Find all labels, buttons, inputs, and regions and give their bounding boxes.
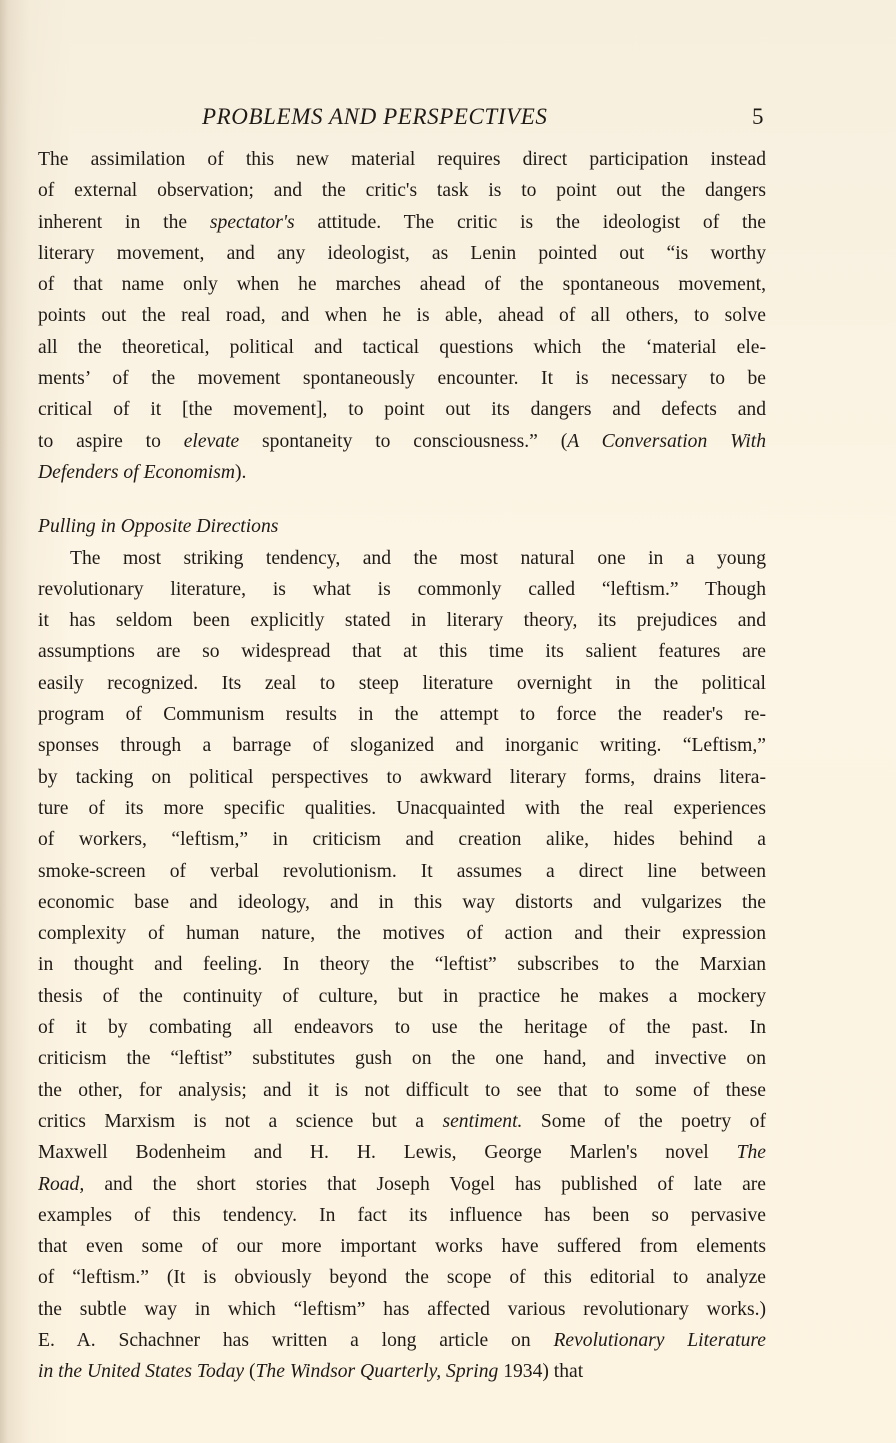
section-heading: Pulling in Opposite Directions	[38, 516, 279, 538]
running-title: PROBLEMS AND PERSPECTIVES	[202, 104, 548, 129]
text-line: Maxwell Bodenheim and H. H. Lewis, George Marlen's novel The	[38, 1142, 766, 1164]
italic-text: in the United States Today	[38, 1361, 245, 1383]
text-line: easily recognized. Its zeal to steep literature overnight in the political	[38, 672, 766, 694]
text-line: in thought and feeling. In theory the “leftist” subscribes to the Marxian	[38, 954, 766, 976]
text-line: of external observation; and the critic's task is to point out the dangers	[38, 180, 766, 202]
italic-text: The	[736, 1142, 766, 1164]
text-line: to aspire to elevate spontaneity to consciousness.” (A Conversation With	[38, 430, 767, 452]
italic-text: spectator's	[209, 211, 295, 233]
text-line: literary movement, and any ideologist, as Lenin pointed out “is worthy	[38, 242, 766, 264]
text-line: criticism the “leftist” substitutes gush on the one hand, and invective on	[38, 1048, 766, 1070]
text-line: economic base and ideology, and in this way distorts and vulgarizes the	[38, 891, 766, 913]
text-line: ments’ of the movement spontaneously encounter. It is necessary to be	[38, 368, 766, 390]
italic-text: The Windsor Quarterly, Spring	[255, 1361, 499, 1383]
text-line: program of Communism results in the attempt to force the reader's re-	[38, 704, 766, 726]
text-line: E. A. Schachner has written a long article on Revolutionary Literature	[38, 1329, 766, 1351]
paragraph-intro-quote	[38, 144, 766, 488]
italic-text: sentiment.	[442, 1110, 523, 1132]
text-line: assumptions are so widespread that at this time its salient features are	[38, 641, 766, 663]
text-line: the subtle way in which “leftism” has affected various revolutionary works.)	[38, 1298, 766, 1320]
text-line: ture of its more specific qualities. Unacquainted with the real experiences	[38, 797, 766, 819]
italic-text: Defenders of Economism	[38, 461, 235, 483]
text-line: The most striking tendency, and the most natural one in a young	[70, 547, 766, 569]
italic-text: elevate	[183, 430, 240, 452]
text-line: The assimilation of this new material requires direct participation instead	[38, 149, 766, 170]
text-line: smoke-screen of verbal revolutionism. It assumes a direct line between	[38, 860, 766, 882]
text-line: of workers, “leftism,” in criticism and creation alike, hides behind a	[38, 829, 766, 851]
text-line: Road, and the short stories that Joseph Vogel has published of late are	[38, 1173, 766, 1195]
text-line: it has seldom been explicitly stated in literary theory, its prejudices and	[38, 610, 766, 632]
text-line: the other, for analysis; and it is not difficult to see that to some of these	[38, 1079, 766, 1101]
italic-text: Road,	[38, 1173, 85, 1195]
text-line: critical of it [the movement], to point out its dangers and defects and	[38, 399, 766, 421]
running-head	[0, 104, 896, 134]
text-line: all the theoretical, political and tactical questions which the ‘material ele-	[38, 336, 766, 358]
text-line: examples of this tendency. In fact its influence has been so pervasive	[38, 1204, 766, 1226]
page-number: 5	[752, 104, 764, 129]
text-line: of that name only when he marches ahead of the spontaneous movement,	[38, 274, 766, 296]
italic-text: A Conversation With	[567, 430, 767, 452]
text-line: by tacking on political perspectives to awkward literary forms, drains litera-	[38, 766, 766, 788]
text-line: of “leftism.” (It is obviously beyond the scope of this editorial to analyze	[38, 1267, 766, 1289]
text-line: Defenders of Economism).	[38, 461, 247, 483]
body-text	[38, 144, 766, 1388]
text-line: complexity of human nature, the motives of action and their expression	[38, 923, 766, 945]
text-line: inherent in the spectator's attitude. The critic is the ideologist of the	[38, 211, 766, 233]
text-line: thesis of the continuity of culture, but in practice he makes a mockery	[38, 985, 766, 1007]
text-line: critics Marxism is not a science but a sentiment. Some of the poetry of	[38, 1110, 766, 1132]
italic-text: Revolutionary Literature	[553, 1329, 766, 1351]
text-line: revolutionary literature, is what is commonly called “leftism.” Though	[38, 578, 766, 600]
paragraph-leftism	[38, 543, 766, 1388]
text-line: of it by combating all endeavors to use the heritage of the past. In	[38, 1017, 766, 1039]
text-line: points out the real road, and when he is able, ahead of all others, to solve	[38, 305, 766, 327]
text-line: in the United States Today (The Windsor Quarterly, Spring 1934) that	[38, 1361, 584, 1383]
text-line: that even some of our more important works have suffered from elements	[38, 1236, 766, 1258]
text-line: sponses through a barrage of sloganized and inorganic writing. “Leftism,”	[38, 735, 766, 757]
